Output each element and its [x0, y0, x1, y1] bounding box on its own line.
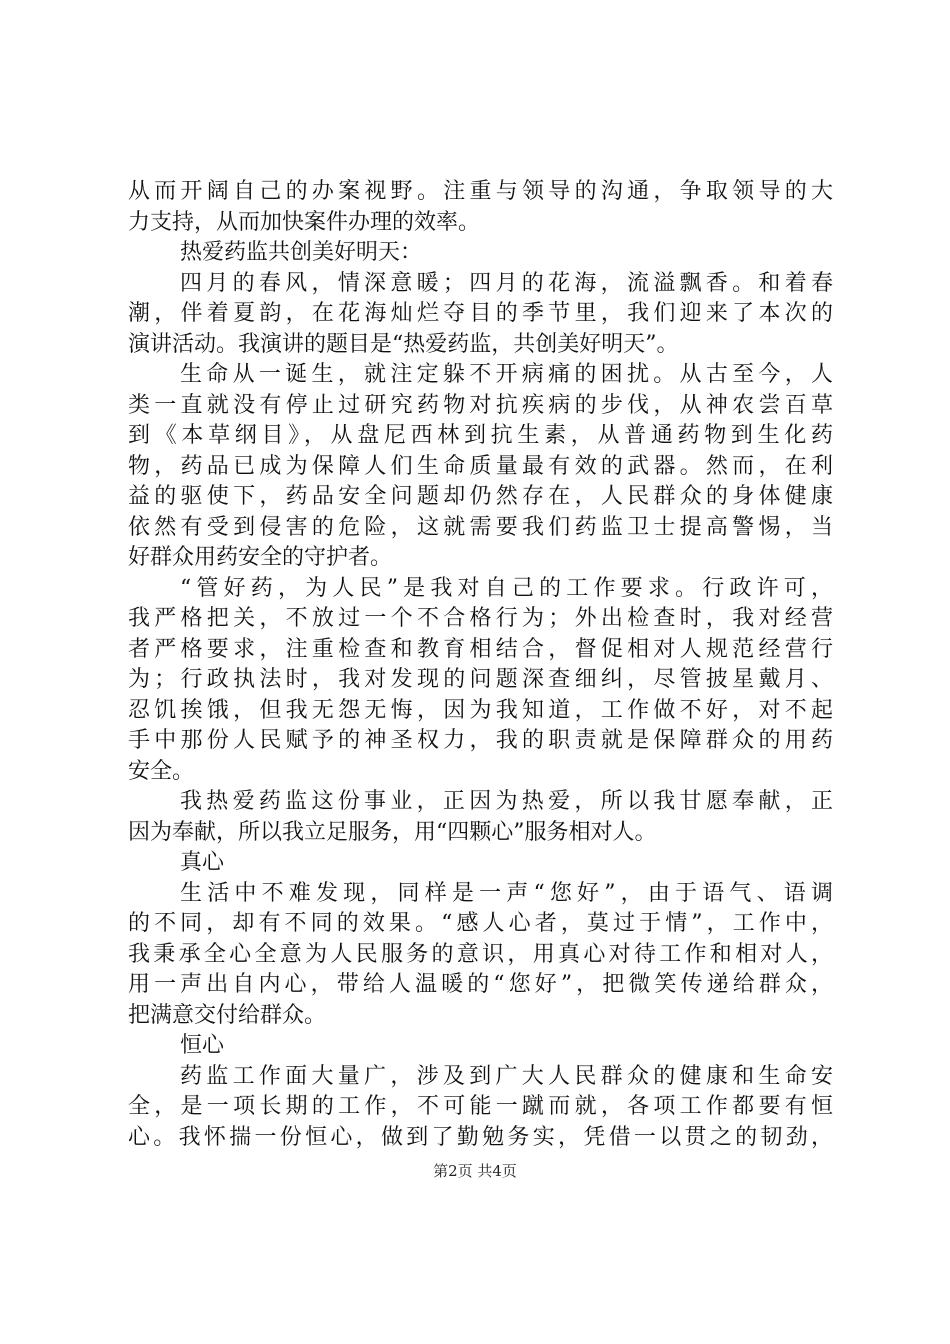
body-line: 我秉承全心全意为人民服务的意识，用真心对待工作和相对人，	[128, 941, 833, 967]
body-line: 生命从一诞生，就注定躲不开病痛的困扰。从古至今，人	[180, 362, 833, 387]
page-number-footer: 第2页 共4页	[433, 1162, 517, 1180]
body-line: 潮，伴着夏韵，在花海灿烂夺目的季节里，我们迎来了本次的	[128, 301, 833, 326]
body-line: 四月的春风，情深意暖；四月的花海，流溢飘香。和着春	[180, 270, 833, 296]
body-line: 生活中不难发现，同样是一声“您好”，由于语气、语调	[180, 880, 833, 906]
body-line: 类一直就没有停止过研究药物对抗疾病的步伐，从神农尝百草	[128, 392, 833, 418]
body-line: 药监工作面大量广，涉及到广大人民群众的健康和生命安	[180, 1063, 833, 1089]
body-line: 益的驱使下，药品安全问题却仍然存在，人民群众的身体健康	[128, 484, 833, 509]
body-line: 我热爱药监这份事业，正因为热爱，所以我甘愿奉献，正	[180, 789, 833, 814]
body-line: 心。我怀揣一份恒心，做到了勤勉务实，凭借一以贯之的韧劲，	[128, 1124, 833, 1150]
body-line: 手中那份人民赋予的神圣权力，我的职责就是保障群众的用药	[128, 728, 833, 753]
section-heading: 恒心	[180, 1033, 225, 1058]
body-line: 用一声出自内心，带给人温暖的“您好”，把微笑传递给群众，	[128, 972, 833, 997]
body-line: 为；行政执法时，我对发现的问题深查细纠，尽管披星戴月、	[128, 667, 833, 692]
body-line: 安全。	[128, 758, 195, 784]
body-line: 从而开阔自己的办案视野。注重与领导的沟通，争取领导的大	[128, 179, 833, 204]
body-line: 者严格要求，注重检查和教育相结合，督促相对人规范经营行	[128, 636, 833, 662]
body-line: 演讲活动。我演讲的题目是“热爱药监，共创美好明天”。	[128, 331, 679, 357]
body-line: 把满意交付给群众。	[128, 1002, 327, 1028]
body-line: 全，是一项长期的工作，不可能一蹴而就，各项工作都要有恒	[128, 1094, 833, 1119]
body-line: 力支持，从而加快案件办理的效率。	[128, 209, 481, 235]
body-line: “管好药，为人民”是我对自己的工作要求。行政许可，	[180, 575, 833, 601]
body-line: 因为奉献，所以我立足服务，用“四颗心”服务相对人。	[128, 819, 657, 845]
section-heading: 真心	[180, 850, 225, 875]
body-line: 忍饥挨饿，但我无怨无悔，因为我知道，工作做不好，对不起	[128, 697, 833, 723]
body-line: 的不同，却有不同的效果。“感人心者，莫过于情”，工作中，	[128, 911, 833, 936]
body-line: 依然有受到侵害的危险，这就需要我们药监卫士提高警惕，当	[128, 514, 833, 540]
body-line: 好群众用药安全的守护者。	[128, 545, 393, 570]
body-line: 物，药品已成为保障人们生命质量最有效的武器。然而，在利	[128, 453, 833, 479]
section-heading: 热爱药监共创美好明天：	[180, 240, 423, 265]
body-line: 我严格把关，不放过一个不合格行为；外出检查时，我对经营	[128, 606, 833, 631]
body-line: 到《本草纲目》，从盘尼西林到抗生素，从普通药物到生化药	[128, 423, 833, 448]
